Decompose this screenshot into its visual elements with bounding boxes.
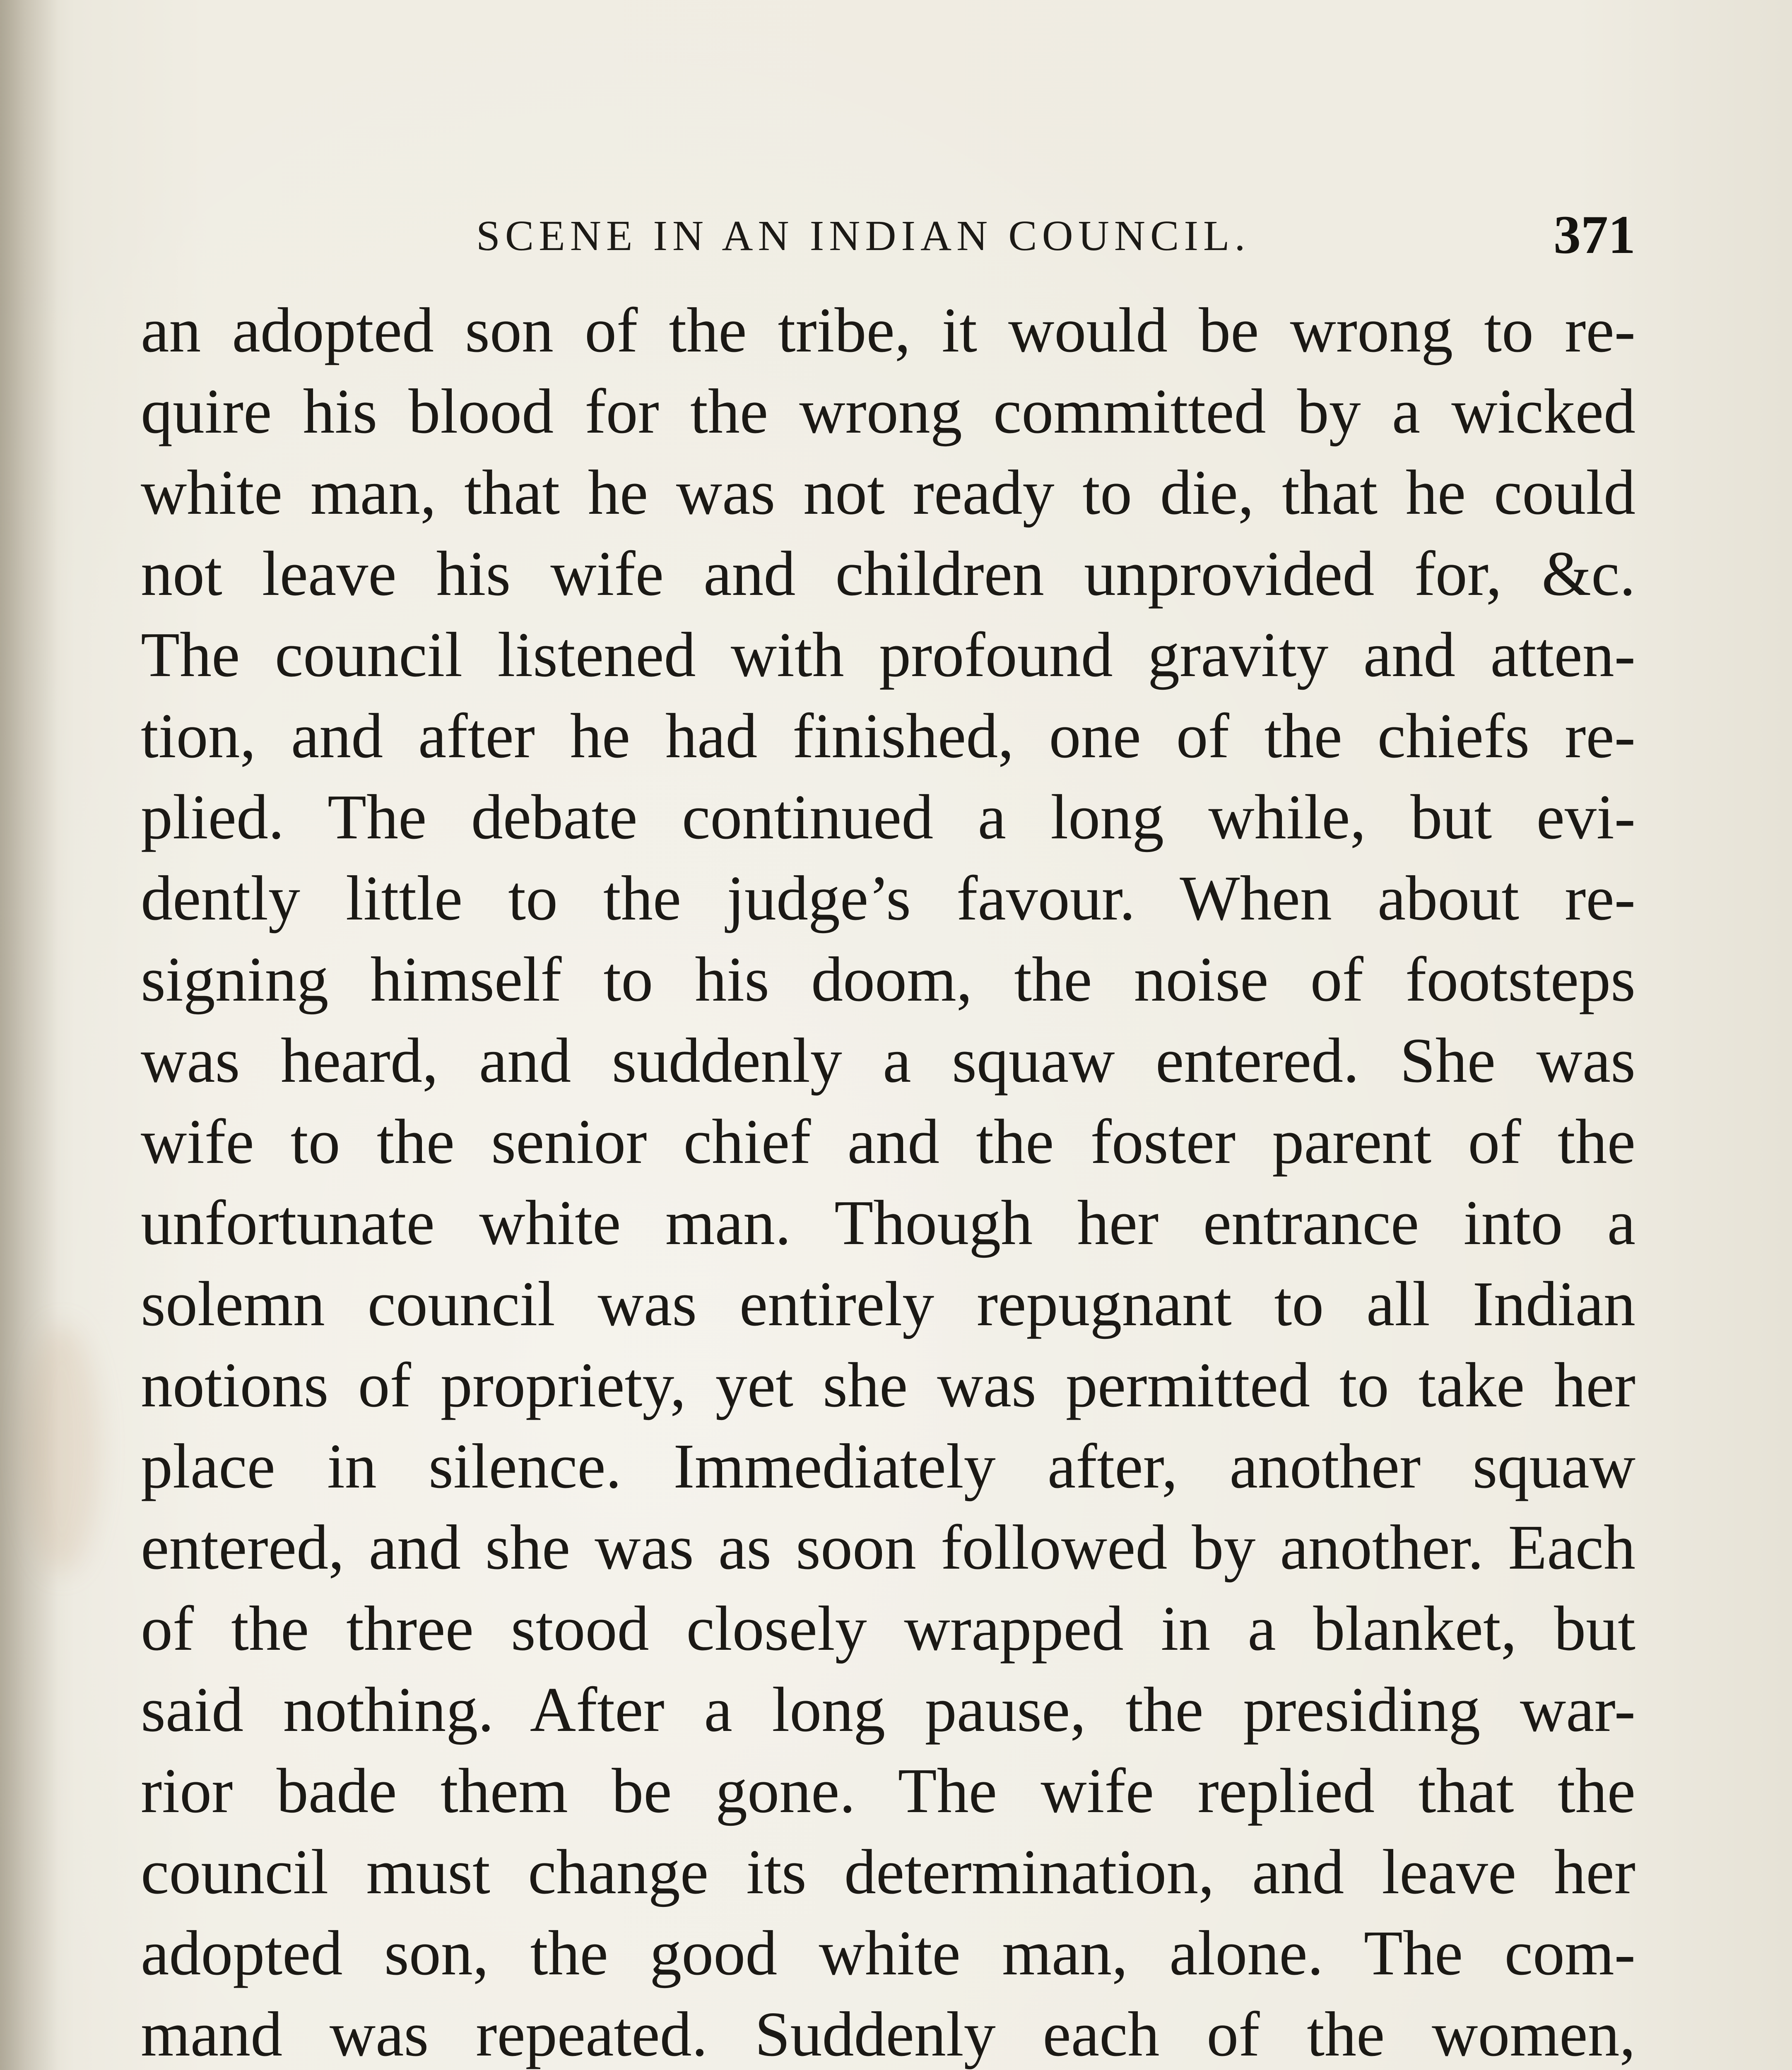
text-line: entered, and she was as soon followed by another. Each — [141, 1512, 1635, 1583]
text-line: adopted son, the good white man, alone. The com- — [141, 1918, 1635, 1988]
text-line: was heard, and suddenly a squaw entered. She was — [141, 1025, 1635, 1096]
text-line: unfortunate white man. Though her entrance into a — [141, 1188, 1635, 1258]
text-line: council must change its determination, and leave her — [141, 1837, 1635, 1907]
text-line: quire his blood for the wrong committed by a wicked — [141, 376, 1635, 447]
running-head: SCENE IN AN INDIAN COUNCIL. — [476, 212, 1250, 260]
text-line: an adopted son of the tribe, it would be wrong to re- — [141, 295, 1635, 366]
text-line: not leave his wife and children unprovided for, &c. — [141, 539, 1635, 609]
text-line: signing himself to his doom, the noise of footsteps — [141, 944, 1635, 1015]
text-line: notions of propriety, yet she was permitted to take her — [141, 1350, 1635, 1420]
text-line: dently little to the judge’s favour. When about re- — [141, 863, 1635, 934]
text-line: tion, and after he had finished, one of the chiefs re- — [141, 701, 1635, 771]
text-line: of the three stood closely wrapped in a blanket, but — [141, 1593, 1635, 1664]
text-line: said nothing. After a long pause, the presiding war- — [141, 1675, 1635, 1745]
text-line: mand was repeated. Suddenly each of the women, — [141, 1999, 1635, 2070]
text-line: wife to the senior chief and the foster parent of the — [141, 1107, 1635, 1177]
body-text — [141, 290, 1635, 2070]
text-line: place in silence. Immediately after, another squaw — [141, 1431, 1635, 1502]
text-line: rior bade them be gone. The wife replied that the — [141, 1756, 1635, 1826]
page-header — [476, 203, 1635, 269]
text-line: plied. The debate continued a long while, but evi- — [141, 782, 1635, 852]
text-line: The council listened with profound gravity and atten- — [141, 620, 1635, 690]
text-line: solemn council was entirely repugnant to all Indian — [141, 1269, 1635, 1339]
page-number: 371 — [1554, 204, 1635, 265]
page-stain — [25, 1325, 99, 1573]
text-line: white man, that he was not ready to die, that he could — [141, 457, 1635, 528]
spine-shadow — [0, 0, 58, 2070]
